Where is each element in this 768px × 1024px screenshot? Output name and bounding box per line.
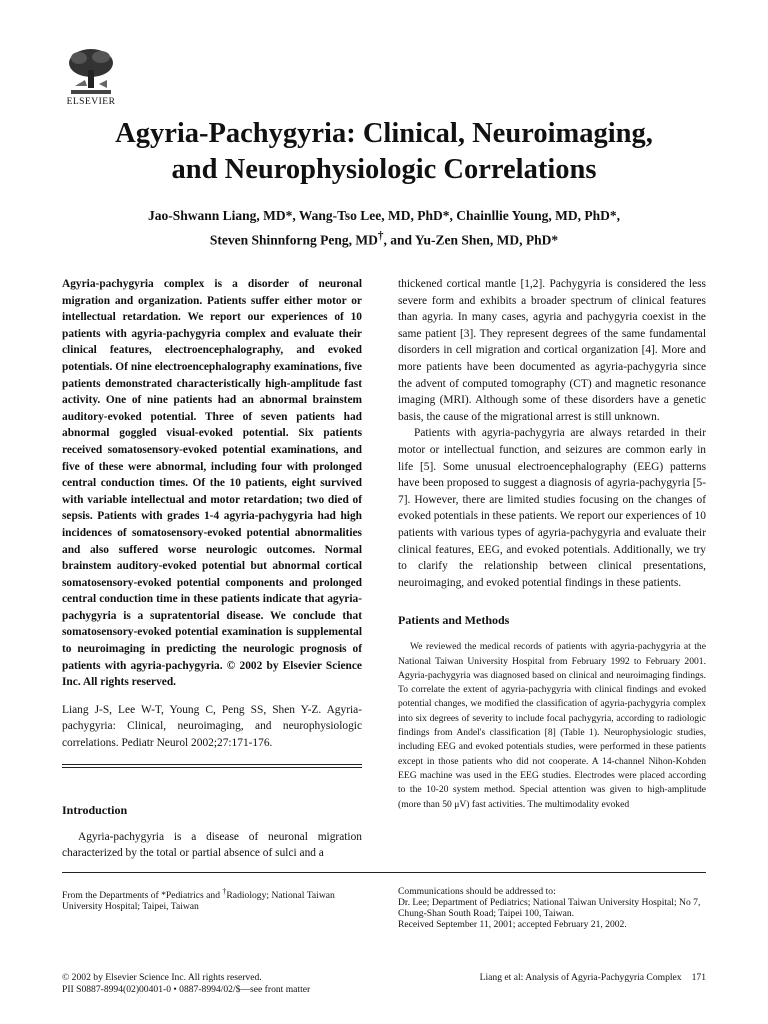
citation: Liang J-S, Lee W-T, Young C, Peng SS, Shen Y-Z. Agyria-pachygyria: Clinical, neuroimaging, and neurophysiologic correlations. Pediatr Neurol 2002;27:171-176. (62, 703, 362, 750)
right-column (398, 276, 706, 812)
page-number: 171 (691, 972, 706, 983)
title-line-1: Agyria-Pachygyria: Clinical, Neuroimaging, (115, 118, 653, 149)
body-paragraph-2: Patients with agyria-pachygyria are always retarded in their motor or intellectual function, and seizures are common early in life [5]. Some unusual electroencephalography (EEG) patterns have been proposed to suggest a diagnosis of agyria-pachygyria [5-7]. However, there are limited studies focusing on the changes of evoked potentials in these patients. We report our experiences of 10 patients with various types of agyria-pachygyria and evaluate their clinical features, EEG, and evoked potentials. Additionally, we try to clarify the relationship between clinical presentations, neuroimaging, and evoked potential findings in these patients. (398, 427, 706, 589)
patients-methods-heading: Patients and Methods (398, 613, 510, 628)
body-paragraph-1: thickened cortical mantle [1,2]. Pachygyria is considered the less severe form and exhibits a broader spectrum of clinical features than agyria. In many cases, agyria and pachygyria coexist in the same patient [3]. They represent degrees of the same fundamental disorders in cell migration and cortical organization [4]. More and more patients have been documented as agyria-pachygyria since the advent of computed tomography (CT) and magnetic resonance imaging (MRI). Although some of these disorders have a genetic basis, the cause of the migrational arrest is still unknown. (398, 278, 706, 423)
correspondence-address: Dr. Lee; Department of Pediatrics; National Taiwan University Hospital; No 7, Chung-Shan South Road; Taipei 100, Taiwan. (398, 897, 701, 919)
running-footer (430, 972, 706, 984)
authors-line-1: Jao-Shwann Liang, MD*, Wang-Tso Lee, MD, PhD*, Chainllie Young, MD, PhD*, (147, 208, 621, 223)
abstract: Agyria-pachygyria complex is a disorder of neuronal migration and organization. Patients suffer either motor or intellectual retardation. We report our experiences of 10 patients with agyria-pachygyria complex and evaluate their clinical features, electroencephalography, and evoked potentials. Of nine electroencephalography examinations, five patients demonstrated characteristically high-amplitude fast activity. One of nine patients had an abnormal brainstem auditory-evoked potential. Three of seven patients had abnormal goggled visual-evoked potential. Six patients received somatosensory-evoked potential examinations, and five of these were abnormal, including four with prolonged central conduction times. Of the 10 patients, eight survived with variable intellectual and motor retardation; two died of sepsis. Patients with grades 1-4 agyria-pachygyria had high incidences of somatosensory-evoked potential abnormalities and also suffered worse neurologic outcomes. Normal brainstem auditory-evoked potential but abnormal cortical somatosensory-evoked potential components and prolonged central conduction time in these patients indicate that agyria-pachygyria is a supratentorial disease. We conclude that somatosensory-evoked potential examination is supplemental to neuroimaging in predicting the neurologic prognosis of patients with agyria-pachygyria. © 2002 by Elsevier Science Inc. All rights reserved. (62, 278, 362, 689)
article-title (40, 116, 728, 188)
authors-line-2a: Steven Shinnforng Peng, MD (209, 232, 378, 248)
affiliation-text-b: Radiology; National Taiwan University Hospital; Taipei, Taiwan (62, 890, 335, 913)
left-column (62, 276, 362, 862)
running-head: Liang et al: Analysis of Agyria-Pachygyria Complex (479, 972, 682, 983)
authors-line-2b: , and Yu-Zen Shen, MD, PhD* (383, 232, 559, 248)
footnote-divider (62, 872, 706, 873)
title-line-2: and Neurophysiologic Correlations (171, 154, 597, 185)
affiliation-text-a: From the Departments of *Pediatrics and (62, 890, 223, 902)
affiliation-dagger: † (222, 887, 227, 896)
copyright-line: © 2002 by Elsevier Science Inc. All rights reserved. (62, 972, 262, 983)
section-divider-top (62, 764, 362, 765)
introduction-heading: Introduction (62, 802, 128, 817)
correspondence-line: Communications should be addressed to: (398, 886, 556, 897)
copyright-footer (62, 972, 382, 996)
affiliation-footnote (62, 886, 372, 912)
section-divider-bottom (62, 767, 362, 768)
received-dates: Received September 11, 2001; accepted February 21, 2002. (398, 919, 627, 930)
publisher-name: ELSEVIER (66, 97, 116, 107)
pii-line: PII S0887-8994(02)00401-0 • 0887-8994/02/$—see front matter (62, 984, 311, 995)
author-list (40, 206, 728, 251)
patients-methods-paragraph: We reviewed the medical records of patients with agyria-pachygyria at the National Taiwan University Hospital from February 1992 to February 2001. Agyria-pachygyria was diagnosed based on clinical and neuroimaging findings. To correlate the extent of agyria-pachygyria with clinical findings and evoked potential changes, we modified the classification of agyria-pachygyria complex into six degrees of severity to include focal pachygyria, according to radiologic findings from Andel's classification [8] (Table 1). Neurophysiologic studies, including EEG and evoked potentials studies, were performed in these patients except in those patients who did not cooperate. A 14-channel Nihon-Kohden EEG machine was used in the EEG studies. Electrodes were placed according to the 10-20 system method. Special attention was given to high-amplitude (more than 50 μV) fast activities. The multimodality evoked (398, 641, 706, 810)
dagger-mark: † (377, 230, 384, 242)
publisher-logo (62, 46, 120, 107)
correspondence-footnote (398, 886, 706, 930)
elsevier-tree-logo-icon (65, 46, 117, 96)
introduction-paragraph: Agyria-pachygyria is a disease of neuronal migration characterized by the total or partial absence of sulci and a (62, 830, 362, 860)
